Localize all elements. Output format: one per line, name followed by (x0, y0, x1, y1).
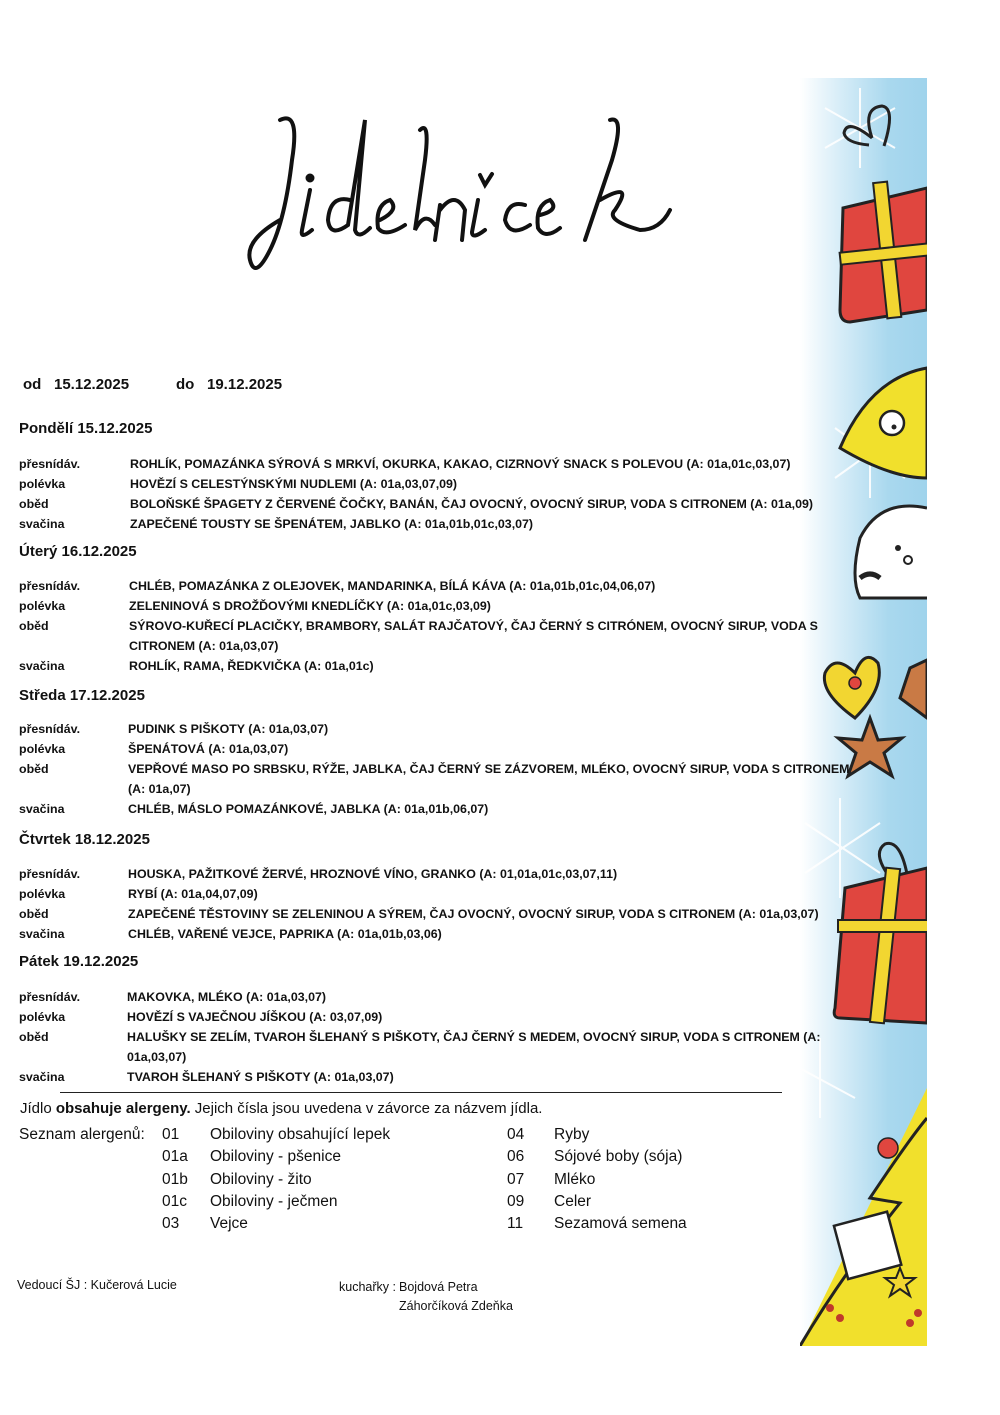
day-heading: Pondělí 15.12.2025 (19, 420, 153, 437)
allergen-name: Obiloviny - ječmen (210, 1192, 338, 1210)
meal-text: BOLOŇSKÉ ŠPAGETY Z ČERVENÉ ČOČKY, BANÁN, ČAJ OVOCNÝ, OVOCNÝ SIRUP, VODA S CITRONEM (A: 01a,09) (130, 497, 813, 511)
allergen-name: Obiloviny obsahující lepek (210, 1126, 391, 1143)
cooks-label: kuchařky : (339, 1280, 396, 1294)
cook-1: Bojdová Petra (399, 1280, 478, 1294)
meal-text: ZAPEČENÉ TOUSTY SE ŠPENÁTEM, JABLKO (A: 01a,01b,01c,03,07) (130, 517, 534, 531)
meal-label: svačina (19, 927, 65, 941)
to-label: do (176, 376, 195, 393)
meal-text: HOUSKA, PAŽITKOVÉ ŽERVÉ, HROZNOVÉ VÍNO, GRANKO (A: 01,01a,01c,03,07,11) (128, 867, 618, 881)
allergen-code: 01b (162, 1170, 188, 1188)
meal-text: ŠPENÁTOVÁ (A: 01a,03,07) (128, 742, 289, 756)
christmas-illustration (800, 78, 927, 1346)
allergen-name: Mléko (554, 1170, 596, 1188)
meal-text: ZELENINOVÁ S DROŽĎOVÝMI KNEDLÍČKY (A: 01a,01c,03,09) (129, 599, 491, 613)
from-label: od (23, 376, 42, 393)
meal-text: PUDINK S PIŠKOTY (A: 01a,03,07) (128, 722, 329, 736)
meal-label: oběd (19, 619, 49, 633)
meal-text: 01a,03,07) (127, 1050, 187, 1064)
meal-label: oběd (19, 1030, 49, 1044)
gift-icon (834, 843, 927, 1023)
meal-label: přesnídáv. (19, 579, 81, 593)
meal-text: VEPŘOVÉ MASO PO SRBSKU, RÝŽE, JABLKA, ČAJ ČERNÝ SE ZÁZVOREM, MLÉKO, OVOCNÝ SIRUP, VODA S CITRONEM (128, 762, 850, 776)
from-date: 15.12.2025 (54, 376, 130, 393)
reindeer-icon (855, 506, 927, 598)
meal-label: polévka (19, 742, 66, 756)
allergen-code: 01a (162, 1148, 188, 1166)
allergen-code: 06 (507, 1148, 525, 1166)
allergen-name: Obiloviny - pšenice (210, 1148, 341, 1166)
allergen-name: Sójové boby (sója) (554, 1148, 683, 1166)
meal-label: oběd (19, 907, 49, 921)
meal-text: MAKOVKA, MLÉKO (A: 01a,03,07) (127, 990, 326, 1004)
allergen-code: 07 (507, 1170, 525, 1188)
allergen-list-label: Seznam alergenů: (19, 1126, 145, 1143)
gingerbread-icon (900, 660, 927, 718)
meal-text: CITRONEM (A: 01a,03,07) (129, 639, 279, 653)
meal-label: přesnídáv. (19, 867, 81, 881)
gift-icon (840, 106, 927, 322)
meal-text: CHLÉB, VAŘENÉ VEJCE, PAPRIKA (A: 01a,01b,03,06) (128, 927, 442, 941)
allergen-note-bold: obsahuje alergeny. (55, 1100, 191, 1117)
allergen-code: 11 (507, 1215, 524, 1233)
meal-label: svačina (19, 659, 65, 673)
to-date: 19.12.2025 (207, 376, 283, 393)
meal-text: TVAROH ŠLEHANÝ S PIŠKOTY (A: 01a,03,07) (127, 1070, 394, 1084)
cook-2: Záhorčíková Zdeňka (399, 1299, 513, 1313)
allergen-name: Vejce (210, 1215, 248, 1233)
meal-label: oběd (19, 762, 49, 776)
divider (60, 1092, 782, 1093)
meal-label: polévka (19, 1010, 66, 1024)
meal-text: HALUŠKY SE ZELÍM, TVAROH ŠLEHANÝ S PIŠKOTY, ČAJ ČERNÝ S MEDEM, OVOCNÝ SIRUP, VODA S CITRONEM (A: (127, 1030, 821, 1044)
allergen-code: 04 (507, 1126, 525, 1143)
meal-text: HOVĚZÍ S CELESTÝNSKÝMI NUDLEMI (A: 01a,03,07,09) (130, 477, 458, 491)
meal-label: svačina (19, 517, 65, 531)
meal-label: svačina (19, 802, 65, 816)
meal-label: přesnídáv. (19, 990, 81, 1004)
meal-text: CHLÉB, MÁSLO POMAZÁNKOVÉ, JABLKA (A: 01a,01b,06,07) (128, 802, 489, 816)
allergen-note (20, 1100, 542, 1117)
meal-label: polévka (19, 477, 66, 491)
heart-cookie-icon (824, 657, 879, 718)
meal-label: svačina (19, 1070, 65, 1084)
manager: Vedoucí ŠJ : Kučerová Lucie (17, 1278, 177, 1292)
meal-text: HOVĚZÍ S VAJEČNOU JÍŠKOU (A: 03,07,09) (127, 1010, 383, 1024)
meal-text: ZAPEČENÉ TĚSTOVINY SE ZELENINOU A SÝREM, ČAJ OVOCNÝ, OVOCNÝ SIRUP, VODA S CITRONEM (A: 01a,03,07) (128, 907, 819, 921)
meal-label: polévka (19, 599, 66, 613)
allergen-note-suffix: Jejich čísla jsou uvedena v závorce za názvem jídla. (190, 1100, 543, 1117)
page-title-text: Jídelníček (240, 100, 245, 101)
page-title-logo (240, 100, 700, 290)
meal-label: přesnídáv. (19, 457, 81, 471)
meal-text: (A: 01a,07) (128, 782, 191, 796)
allergen-name: Celer (554, 1192, 592, 1210)
meal-text: SÝROVO-KUŘECÍ PLACIČKY, BRAMBORY, SALÁT RAJČATOVÝ, ČAJ ČERNÝ S CITRÓNEM, OVOCNÝ SIRUP, VODA S (129, 619, 818, 633)
allergen-name: Sezamová semena (554, 1215, 687, 1233)
meal-text: ROHLÍK, RAMA, ŘEDKVIČKA (A: 01a,01c) (129, 659, 374, 673)
allergen-name: Ryby (554, 1126, 590, 1143)
day-heading: Středa 17.12.2025 (19, 687, 145, 704)
meal-label: oběd (19, 497, 49, 511)
allergen-name: Obiloviny - žito (210, 1170, 312, 1188)
meal-label: polévka (19, 887, 66, 901)
day-heading: Pátek 19.12.2025 (19, 953, 139, 970)
meal-text: CHLÉB, POMAZÁNKA Z OLEJOVEK, MANDARINKA, BÍLÁ KÁVA (A: 01a,01b,01c,04,06,07) (129, 579, 656, 593)
meal-label: přesnídáv. (19, 722, 81, 736)
allergen-code: 03 (162, 1215, 180, 1233)
allergen-code: 01c (162, 1192, 187, 1210)
allergen-code: 09 (507, 1192, 525, 1210)
allergen-note-prefix: Jídlo (20, 1100, 56, 1117)
meal-text: RYBÍ (A: 01a,04,07,09) (128, 887, 258, 901)
day-heading: Čtvrtek 18.12.2025 (19, 831, 150, 848)
day-heading: Úterý 16.12.2025 (19, 543, 137, 560)
christmas-tree-icon (800, 1088, 927, 1346)
meal-text: ROHLÍK, POMAZÁNKA SÝROVÁ S MRKVÍ, OKURKA, KAKAO, CIZRNOVÝ SNACK S POLEVOU (A: 01a,01c,03,07) (130, 457, 791, 471)
allergen-code: 01 (162, 1126, 180, 1143)
fish-icon (840, 368, 927, 478)
